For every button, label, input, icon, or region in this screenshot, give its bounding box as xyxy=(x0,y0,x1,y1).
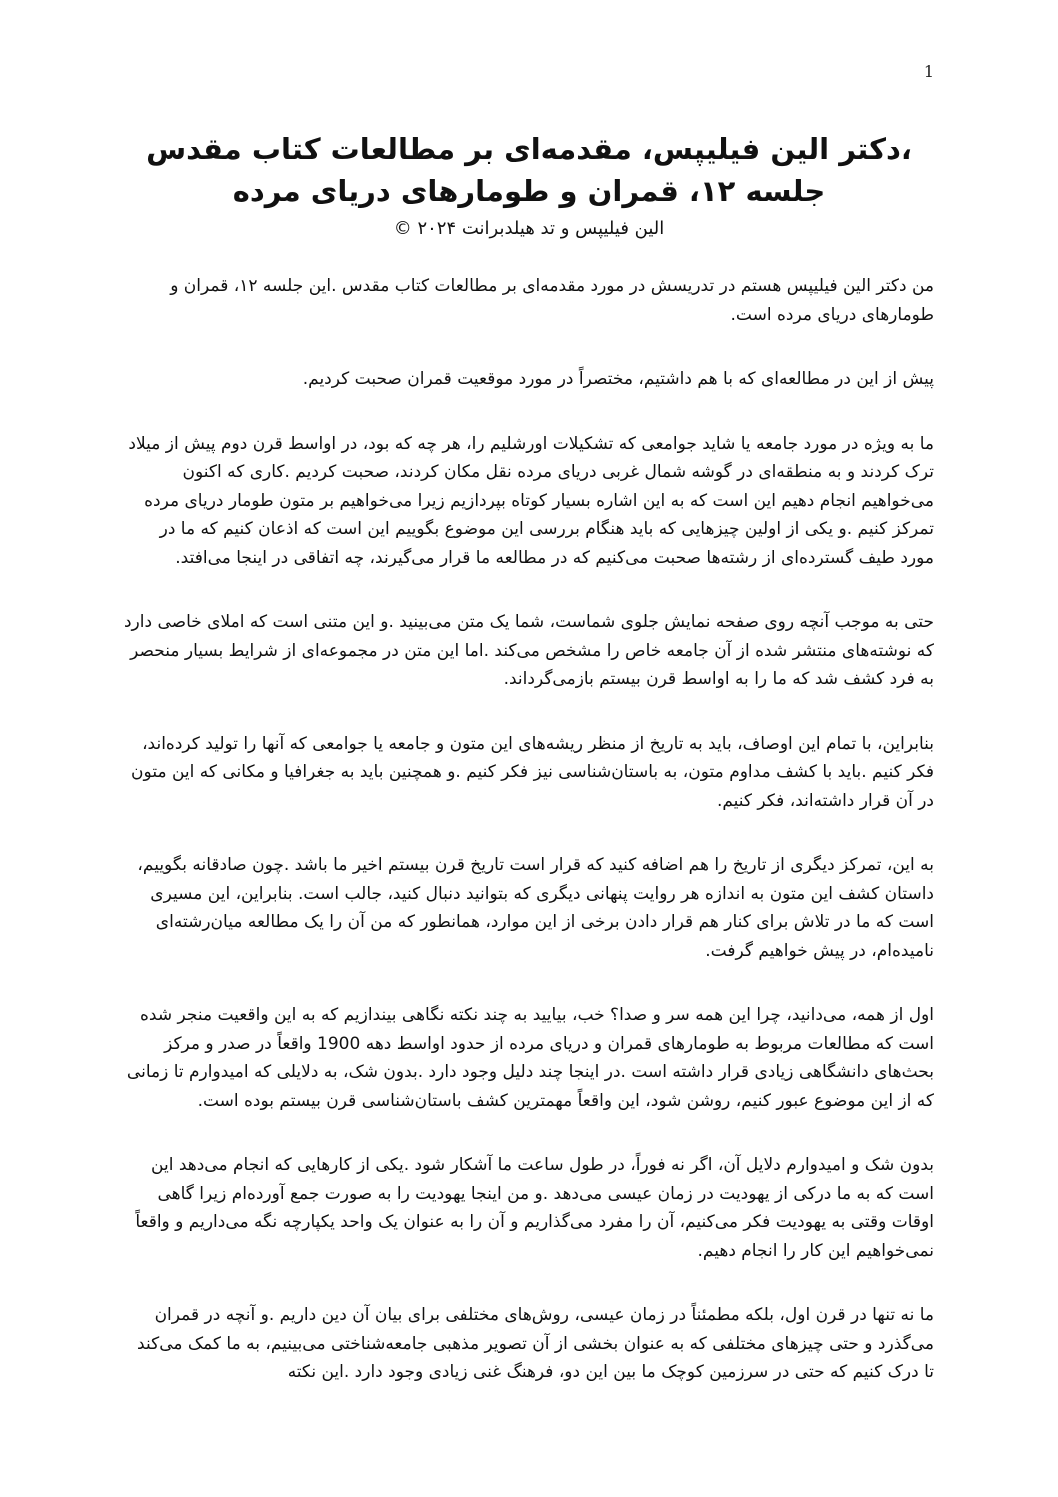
paragraph-1: من دکتر الین فیلیپس هستم در تدریسش در مورد مقدمه‌ای بر مطالعات کتاب مقدس .این جلسه ۱۲، قمران و طومارهای دریای مرده است. xyxy=(170,276,934,325)
document-body xyxy=(124,272,934,1423)
paragraph-7: اول از همه، می‌دانید، چرا این همه سر و صدا؟ خب، بیایید به چند نکته نگاهی بیندازیم که به این واقعیت منجر شده است که مطالعات مربوط به طومارهای قمران و دریای مرده از حدود اواسط دهه 1900 واقعاً در صدر و مرکز بحث‌های دانشگاهی زیادی قرار داشته است .در اینجا چند دلیل وجود دارد .بدون شک، به دلایلی که امیدوارم تا زمانی که از این موضوع عبور کنیم، روشن شود، این واقعاً مهمترین کشف باستان‌شناسی قرن بیستم بوده است. xyxy=(126,1005,934,1111)
paragraph-6: به این، تمرکز دیگری از تاریخ را هم اضافه کنید که قرار است تاریخ قرن بیستم اخیر ما باشد .چون صادقانه بگوییم، داستان کشف این متون به اندازه هر روایت پنهانی دیگری که بتوانید دنبال کنید، جالب است. بنابراین، این مسیری است که ما در تلاش برای کنار هم قرار دادن برخی از این موارد، همانطور که من آن را یک مطالعه میان‌رشته‌ای نامیده‌ام، در پیش خواهیم گرفت. xyxy=(137,855,934,961)
byline-copyright: الین فیلیپس و تد هیلدبرانت ۲۰۲۴ © xyxy=(393,218,665,239)
document-header xyxy=(124,128,934,244)
title-line-1: ،دکتر الین فیلیپس، مقدمه‌ای بر مطالعات کتاب مقدس xyxy=(146,132,912,166)
paragraph-8: بدون شک و امیدوارم دلایل آن، اگر نه فوراً، در طول ساعت ما آشکار شود .یکی از کارهایی که انجام می‌دهد این است که به ما درکی از یهودیت در زمان عیسی می‌دهد .و من اینجا یهودیت را به صورت جمع آورده‌ام زیرا گاهی اوقات وقتی به یهودیت فکر می‌کنیم، آن را مفرد می‌گذاریم و آن را به عنوان یک واحد یکپارچه نگه می‌داریم و واقعاً نمی‌خواهیم این کار را انجام دهیم. xyxy=(135,1155,934,1261)
paragraph-3: ما به ویژه در مورد جامعه یا شاید جوامعی که تشکیلات اورشلیم را، هر چه که بود، در اواسط قرن دوم پیش از میلاد ترک کردند و به منطقه‌ای در گوشه شمال غربی دریای مرده نقل مکان کردند، صحبت کردیم .کاری که اکنون می‌خواهیم انجام دهیم این است که به این اشاره بسیار کوتاه بپردازیم زیرا می‌خواهیم بر متون طومار دریای مرده تمرکز کنیم .و یکی از اولین چیزهایی که باید هنگام بررسی این موضوع بگوییم این است که اذعان کنیم که ما در مورد طیف گسترده‌ای از رشته‌ها صحبت می‌کنیم که در مطالعه ما قرار می‌گیرند، چه اتفاقی در اینجا می‌افتد. xyxy=(128,433,934,568)
paragraph-5: بنابراین، با تمام این اوصاف، باید به تاریخ از منظر ریشه‌های این متون و جامعه یا جوامعی که آنها را تولید کرده‌اند، فکر کنیم .باید با کشف مداوم متون، به باستان‌شناسی نیز فکر کنیم .و همچنین باید به جغرافیا و مکانی که این متون در آن قرار داشته‌اند، فکر کنیم. xyxy=(131,733,934,811)
paragraph-9: ما نه تنها در قرن اول، بلکه مطمئناً در زمان عیسی، روش‌های مختلفی برای بیان آن دین داریم .و آنچه در قمران می‌گذرد و حتی چیزهای مختلفی که به عنوان بخشی از آن تصویر مذهبی جامعه‌شناختی می‌بینیم، به ما کمک می‌کند تا درک کنیم که حتی در سرزمین کوچک ما بین این دو، فرهنگ غنی زیادی وجود دارد .این نکته xyxy=(137,1305,934,1382)
page-number: 1 xyxy=(923,62,934,81)
title-line-2: جلسه ۱۲، قمران و طومارهای دریای مرده xyxy=(232,174,826,208)
paragraph-2: پیش از این در مطالعه‌ای که با هم داشتیم، مختصراً در مورد موقعیت قمران صحبت کردیم. xyxy=(302,369,934,389)
paragraph-4: حتی به موجب آنچه روی صفحه نمایش جلوی شماست، شما یک متن می‌بینید .و این متنی است که املای خاصی دارد که نوشته‌های منتشر شده از آن جامعه خاص را مشخص می‌کند .اما این متن در مجموعه‌ای از شرایط بسیار منحصر به فرد کشف شد که ما را به اواسط قرن بیستم بازمی‌گرداند. xyxy=(123,612,934,689)
